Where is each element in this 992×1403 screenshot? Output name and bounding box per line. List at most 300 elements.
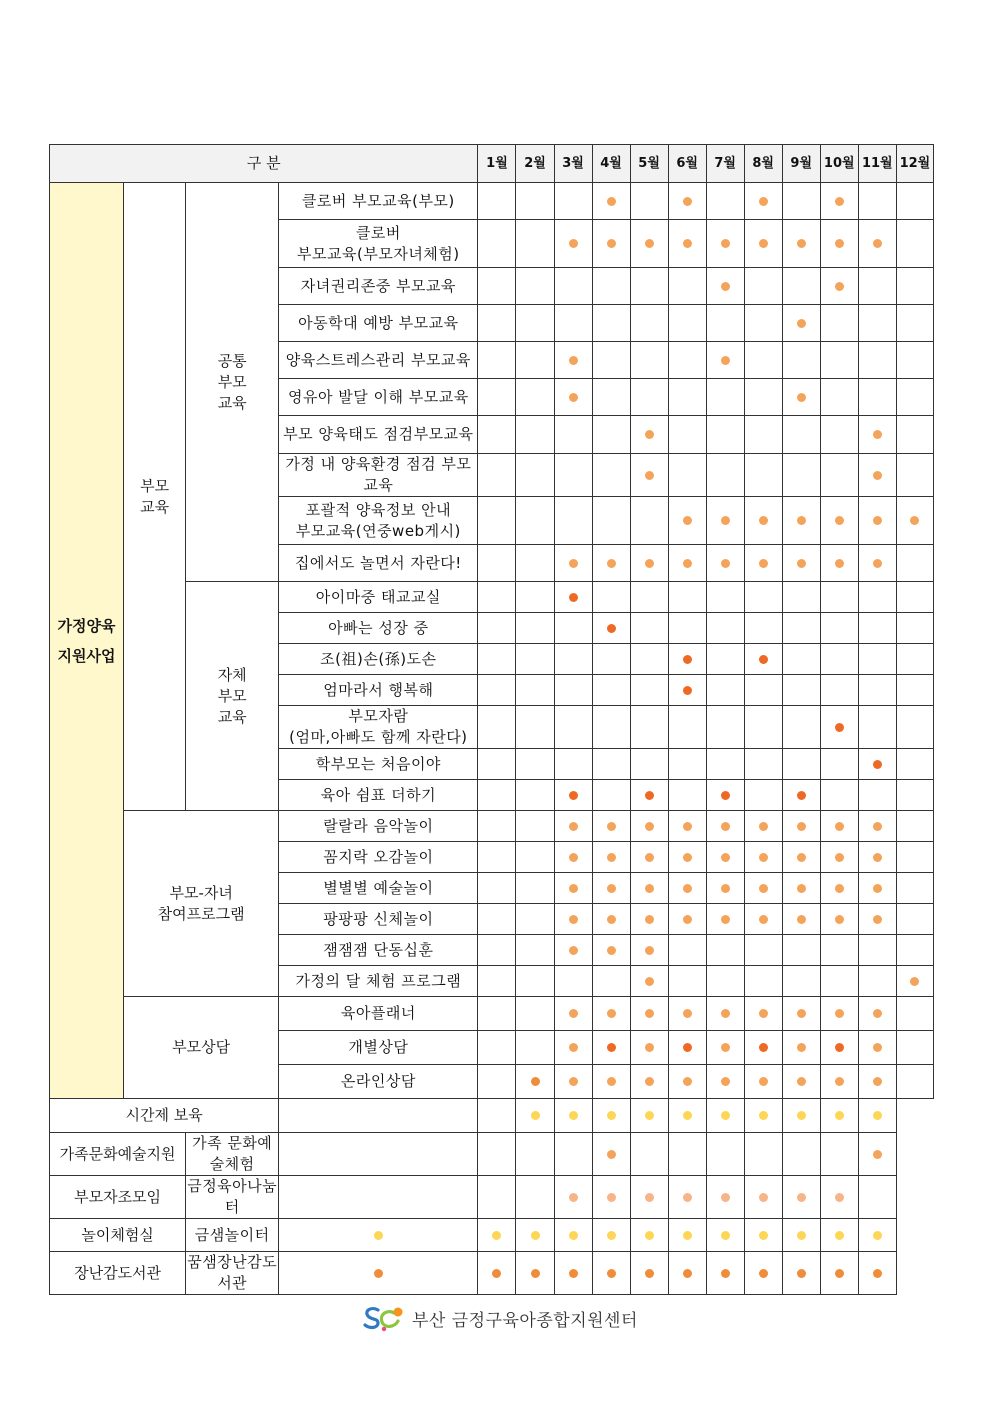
footer bbox=[362, 1303, 638, 1333]
schedule-dot-icon bbox=[645, 791, 654, 800]
month-cell-1 bbox=[478, 582, 516, 613]
schedule-dot-icon bbox=[873, 430, 882, 439]
schedule-dot-icon bbox=[645, 430, 654, 439]
month-cell-9 bbox=[782, 749, 820, 780]
month-cell-10 bbox=[820, 1065, 858, 1099]
program-name: 잼잼잼 단동십훈 bbox=[279, 935, 478, 966]
month-cell-2 bbox=[516, 582, 554, 613]
program-name: 엄마라서 행복해 bbox=[279, 675, 478, 706]
program-name: 별별별 예술놀이 bbox=[279, 873, 478, 904]
month-cell-9 bbox=[782, 780, 820, 811]
month-cell-4 bbox=[592, 545, 630, 582]
month-cell-12 bbox=[896, 613, 933, 644]
schedule-dot-icon bbox=[607, 1009, 616, 1018]
month-cell-10 bbox=[782, 1252, 820, 1295]
schedule-dot-icon bbox=[645, 1193, 654, 1202]
month-header-11: 11월 bbox=[858, 145, 896, 183]
month-cell-1 bbox=[478, 904, 516, 935]
program-name: 가정의 달 체험 프로그램 bbox=[279, 966, 478, 997]
month-cell-2 bbox=[516, 842, 554, 873]
month-cell-9 bbox=[782, 675, 820, 706]
schedule-dot-icon bbox=[645, 1077, 654, 1086]
month-cell-3 bbox=[554, 997, 592, 1031]
month-cell-5 bbox=[630, 1065, 668, 1099]
schedule-dot-icon bbox=[797, 853, 806, 862]
month-cell-5 bbox=[630, 842, 668, 873]
month-cell-7 bbox=[706, 416, 744, 454]
header-category: 구 분 bbox=[50, 145, 478, 183]
month-cell-3 bbox=[554, 706, 592, 749]
schedule-dot-icon bbox=[645, 239, 654, 248]
schedule-dot-icon bbox=[797, 1111, 806, 1120]
month-cell-10 bbox=[820, 706, 858, 749]
month-cell-8 bbox=[744, 966, 782, 997]
month-cell-8 bbox=[744, 675, 782, 706]
month-cell-2 bbox=[516, 904, 554, 935]
month-cell-3 bbox=[554, 416, 592, 454]
schedule-dot-icon bbox=[683, 1193, 692, 1202]
month-cell-2 bbox=[516, 749, 554, 780]
schedule-dot-icon bbox=[759, 1231, 768, 1240]
month-cell-4 bbox=[592, 305, 630, 342]
month-cell-3 bbox=[554, 545, 592, 582]
month-cell-5 bbox=[592, 1176, 630, 1219]
month-cell-5 bbox=[630, 268, 668, 305]
program-name: 자녀권리존중 부모교육 bbox=[279, 268, 478, 305]
schedule-dot-icon bbox=[492, 1269, 501, 1278]
month-cell-1 bbox=[478, 220, 516, 268]
month-cell-2 bbox=[516, 379, 554, 416]
schedule-dot-icon bbox=[683, 853, 692, 862]
month-cell-8 bbox=[706, 1176, 744, 1219]
schedule-dot-icon bbox=[645, 977, 654, 986]
schedule-dot-icon bbox=[873, 822, 882, 831]
schedule-dot-icon bbox=[797, 1269, 806, 1278]
month-cell-3 bbox=[554, 842, 592, 873]
month-cell-7 bbox=[668, 1133, 706, 1176]
schedule-dot-icon bbox=[797, 884, 806, 893]
schedule-dot-icon bbox=[645, 1231, 654, 1240]
month-cell-2 bbox=[516, 675, 554, 706]
month-cell-3 bbox=[554, 675, 592, 706]
month-cell-3 bbox=[554, 811, 592, 842]
month-cell-11 bbox=[858, 268, 896, 305]
schedule-dot-icon bbox=[797, 319, 806, 328]
month-cell-11 bbox=[858, 935, 896, 966]
program-name: 꼼지락 오감놀이 bbox=[279, 842, 478, 873]
group-parent-self-help: 부모자조모임 bbox=[50, 1176, 186, 1219]
month-cell-10 bbox=[820, 1031, 858, 1065]
month-cell-11 bbox=[858, 904, 896, 935]
month-cell-5 bbox=[630, 644, 668, 675]
schedule-dot-icon bbox=[873, 853, 882, 862]
month-cell-10 bbox=[820, 220, 858, 268]
month-cell-7 bbox=[706, 183, 744, 220]
month-cell-8 bbox=[744, 935, 782, 966]
schedule-dot-icon bbox=[683, 239, 692, 248]
group-home-parenting: 가정양육 지원사업 bbox=[50, 183, 124, 1099]
month-cell-10 bbox=[782, 1176, 820, 1219]
program-name: 집에서도 놀면서 자란다! bbox=[279, 545, 478, 582]
schedule-dot-icon bbox=[374, 1231, 383, 1240]
month-cell-5 bbox=[630, 997, 668, 1031]
schedule-dot-icon bbox=[835, 516, 844, 525]
month-cell-3 bbox=[554, 1065, 592, 1099]
month-cell-12 bbox=[896, 416, 933, 454]
schedule-dot-icon bbox=[797, 1231, 806, 1240]
program-name: 조(祖)손(孫)도손 bbox=[279, 644, 478, 675]
group-own-parent-education: 자체 부모 교육 bbox=[186, 582, 279, 811]
schedule-dot-icon bbox=[569, 853, 578, 862]
month-cell-9 bbox=[782, 497, 820, 545]
group-toy-library: 장난감도서관 bbox=[50, 1252, 186, 1295]
month-cell-5 bbox=[630, 811, 668, 842]
schedule-dot-icon bbox=[835, 1043, 844, 1052]
month-cell-11 bbox=[858, 675, 896, 706]
month-cell-11 bbox=[858, 220, 896, 268]
month-cell-2 bbox=[516, 873, 554, 904]
month-cell-9 bbox=[782, 997, 820, 1031]
month-cell-2 bbox=[478, 1219, 516, 1252]
schedule-dot-icon bbox=[569, 1269, 578, 1278]
month-cell-12 bbox=[896, 997, 933, 1031]
schedule-dot-icon bbox=[569, 915, 578, 924]
month-cell-11 bbox=[858, 1031, 896, 1065]
program-name: 양육스트레스관리 부모교육 bbox=[279, 342, 478, 379]
schedule-dot-icon bbox=[797, 1077, 806, 1086]
schedule-dot-icon bbox=[683, 1077, 692, 1086]
month-cell-3 bbox=[554, 749, 592, 780]
schedule-dot-icon bbox=[759, 1077, 768, 1086]
schedule-dot-icon bbox=[607, 1269, 616, 1278]
month-cell-9 bbox=[782, 935, 820, 966]
month-cell-1 bbox=[478, 342, 516, 379]
month-cell-8 bbox=[744, 873, 782, 904]
month-cell-7 bbox=[668, 1252, 706, 1295]
month-cell-6 bbox=[668, 613, 706, 644]
month-cell-9 bbox=[782, 613, 820, 644]
month-cell-8 bbox=[744, 268, 782, 305]
schedule-dot-icon bbox=[759, 1043, 768, 1052]
month-cell-8 bbox=[744, 183, 782, 220]
month-cell-10 bbox=[820, 416, 858, 454]
month-cell-9 bbox=[744, 1219, 782, 1252]
schedule-dot-icon bbox=[569, 1009, 578, 1018]
schedule-dot-icon bbox=[569, 946, 578, 955]
schedule-dot-icon bbox=[569, 1077, 578, 1086]
month-cell-12 bbox=[896, 497, 933, 545]
month-cell-3 bbox=[554, 644, 592, 675]
program-name: 학부모는 처음이야 bbox=[279, 749, 478, 780]
month-cell-5 bbox=[630, 675, 668, 706]
schedule-dot-icon bbox=[683, 559, 692, 568]
schedule-dot-icon bbox=[759, 1193, 768, 1202]
schedule-dot-icon bbox=[683, 915, 692, 924]
month-cell-11 bbox=[858, 613, 896, 644]
month-cell-7 bbox=[706, 749, 744, 780]
month-cell-4 bbox=[592, 582, 630, 613]
schedule-dot-icon bbox=[835, 1111, 844, 1120]
month-header-3: 3월 bbox=[554, 145, 592, 183]
month-cell-5 bbox=[630, 545, 668, 582]
month-cell-2 bbox=[478, 1252, 516, 1295]
month-cell-10 bbox=[820, 811, 858, 842]
month-cell-8 bbox=[706, 1219, 744, 1252]
month-cell-1 bbox=[478, 749, 516, 780]
month-cell-10 bbox=[820, 613, 858, 644]
group-hourly-childcare: 시간제 보육 bbox=[50, 1099, 279, 1133]
month-cell-1 bbox=[478, 497, 516, 545]
schedule-dot-icon bbox=[607, 946, 616, 955]
schedule-dot-icon bbox=[645, 1009, 654, 1018]
month-cell-9 bbox=[782, 873, 820, 904]
month-cell-10 bbox=[820, 183, 858, 220]
month-cell-5 bbox=[592, 1219, 630, 1252]
schedule-dot-icon bbox=[374, 1269, 383, 1278]
month-cell-7 bbox=[706, 966, 744, 997]
month-cell-1 bbox=[478, 644, 516, 675]
schedule-dot-icon bbox=[645, 884, 654, 893]
schedule-dot-icon bbox=[607, 1231, 616, 1240]
schedule-dot-icon bbox=[721, 1269, 730, 1278]
month-cell-1 bbox=[478, 545, 516, 582]
month-cell-4 bbox=[592, 842, 630, 873]
month-cell-6 bbox=[668, 706, 706, 749]
month-cell-8 bbox=[744, 305, 782, 342]
month-cell-10 bbox=[820, 997, 858, 1031]
schedule-dot-icon bbox=[492, 1231, 501, 1240]
month-cell-8 bbox=[744, 220, 782, 268]
month-header-4: 4월 bbox=[592, 145, 630, 183]
month-cell-9 bbox=[782, 706, 820, 749]
month-cell-5 bbox=[630, 873, 668, 904]
month-cell-1 bbox=[478, 706, 516, 749]
month-cell-3 bbox=[554, 305, 592, 342]
month-cell-10 bbox=[820, 342, 858, 379]
month-cell-5 bbox=[630, 966, 668, 997]
month-cell-7 bbox=[706, 644, 744, 675]
month-cell-8 bbox=[706, 1099, 744, 1133]
month-cell-12 bbox=[896, 545, 933, 582]
month-cell-4 bbox=[592, 873, 630, 904]
month-cell-7 bbox=[706, 997, 744, 1031]
program-name: 금정육아나눔터 bbox=[186, 1176, 279, 1219]
month-cell-6 bbox=[668, 416, 706, 454]
month-cell-4 bbox=[592, 220, 630, 268]
month-cell-5 bbox=[630, 935, 668, 966]
month-cell-4 bbox=[592, 613, 630, 644]
schedule-dot-icon bbox=[569, 239, 578, 248]
schedule-dot-icon bbox=[759, 516, 768, 525]
month-cell-8 bbox=[706, 1252, 744, 1295]
month-cell-1 bbox=[279, 1252, 478, 1295]
month-cell-9 bbox=[782, 811, 820, 842]
schedule-dot-icon bbox=[683, 1111, 692, 1120]
schedule-dot-icon bbox=[797, 393, 806, 402]
schedule-dot-icon bbox=[607, 559, 616, 568]
month-cell-6 bbox=[630, 1133, 668, 1176]
program-name: 영유아 발달 이해 부모교육 bbox=[279, 379, 478, 416]
month-cell-12 bbox=[896, 1065, 933, 1099]
month-cell-10 bbox=[820, 268, 858, 305]
month-cell-11 bbox=[858, 997, 896, 1031]
program-row bbox=[50, 1219, 934, 1252]
month-cell-2 bbox=[516, 613, 554, 644]
schedule-dot-icon bbox=[873, 1077, 882, 1086]
month-cell-1 bbox=[478, 811, 516, 842]
program-name: 꿈샘장난감도서관 bbox=[186, 1252, 279, 1295]
month-cell-6 bbox=[668, 904, 706, 935]
month-cell-12 bbox=[896, 749, 933, 780]
month-cell-11 bbox=[858, 644, 896, 675]
month-cell-9 bbox=[782, 1031, 820, 1065]
month-cell-6 bbox=[668, 183, 706, 220]
schedule-dot-icon bbox=[759, 915, 768, 924]
schedule-dot-icon bbox=[607, 624, 616, 633]
month-cell-9 bbox=[782, 545, 820, 582]
month-cell-4 bbox=[592, 780, 630, 811]
month-cell-3 bbox=[554, 342, 592, 379]
month-cell-3 bbox=[554, 220, 592, 268]
month-cell-9 bbox=[782, 904, 820, 935]
schedule-dot-icon bbox=[683, 1231, 692, 1240]
schedule-dot-icon bbox=[835, 1077, 844, 1086]
month-cell-4 bbox=[592, 811, 630, 842]
month-cell-11 bbox=[858, 1065, 896, 1099]
month-cell-4 bbox=[592, 675, 630, 706]
month-cell-9 bbox=[782, 842, 820, 873]
program-name: 가족 문화예술체험 bbox=[186, 1133, 279, 1176]
month-cell-5 bbox=[630, 416, 668, 454]
month-cell-12 bbox=[858, 1099, 896, 1133]
month-cell-6 bbox=[668, 675, 706, 706]
program-name: 부모자람 (엄마,아빠도 함께 자란다) bbox=[279, 706, 478, 749]
month-cell-1 bbox=[478, 454, 516, 497]
month-cell-7 bbox=[706, 379, 744, 416]
month-cell-4 bbox=[554, 1176, 592, 1219]
month-cell-5 bbox=[630, 582, 668, 613]
month-cell-2 bbox=[516, 497, 554, 545]
month-cell-1 bbox=[478, 1065, 516, 1099]
month-cell-10 bbox=[820, 842, 858, 873]
month-cell-8 bbox=[744, 454, 782, 497]
month-cell-1 bbox=[279, 1099, 478, 1133]
schedule-dot-icon bbox=[873, 1009, 882, 1018]
schedule-dot-icon bbox=[607, 1193, 616, 1202]
month-cell-2 bbox=[516, 811, 554, 842]
month-cell-11 bbox=[858, 342, 896, 379]
month-header-12: 12월 bbox=[896, 145, 933, 183]
month-cell-10 bbox=[820, 454, 858, 497]
schedule-dot-icon bbox=[721, 282, 730, 291]
month-cell-4 bbox=[554, 1099, 592, 1133]
month-cell-10 bbox=[820, 904, 858, 935]
month-header-10: 10월 bbox=[820, 145, 858, 183]
program-name: 가정 내 양육환경 점검 부모교육 bbox=[279, 454, 478, 497]
schedule-dot-icon bbox=[607, 1150, 616, 1159]
month-cell-9 bbox=[782, 305, 820, 342]
month-cell-3 bbox=[554, 873, 592, 904]
month-cell-6 bbox=[668, 268, 706, 305]
schedule-dot-icon bbox=[569, 393, 578, 402]
month-cell-7 bbox=[668, 1219, 706, 1252]
program-name: 랄랄라 음악놀이 bbox=[279, 811, 478, 842]
month-cell-3 bbox=[554, 780, 592, 811]
month-header-7: 7월 bbox=[706, 145, 744, 183]
month-cell-9 bbox=[782, 416, 820, 454]
month-cell-6 bbox=[668, 644, 706, 675]
month-cell-9 bbox=[782, 454, 820, 497]
month-cell-12 bbox=[858, 1176, 896, 1219]
group-parent-counseling: 부모상담 bbox=[124, 997, 279, 1099]
month-cell-10 bbox=[820, 379, 858, 416]
schedule-dot-icon bbox=[835, 1009, 844, 1018]
schedule-dot-icon bbox=[759, 1269, 768, 1278]
month-cell-4 bbox=[592, 416, 630, 454]
schedule-dot-icon bbox=[910, 977, 919, 986]
schedule-dot-icon bbox=[797, 1009, 806, 1018]
month-cell-8 bbox=[744, 342, 782, 379]
schedule-dot-icon bbox=[759, 239, 768, 248]
schedule-dot-icon bbox=[873, 915, 882, 924]
schedule-dot-icon bbox=[797, 1043, 806, 1052]
month-cell-2 bbox=[516, 706, 554, 749]
schedule-dot-icon bbox=[569, 1193, 578, 1202]
program-name: 아동학대 예방 부모교육 bbox=[279, 305, 478, 342]
month-cell-8 bbox=[744, 379, 782, 416]
schedule-dot-icon bbox=[645, 1043, 654, 1052]
month-cell-8 bbox=[744, 497, 782, 545]
month-cell-9 bbox=[744, 1133, 782, 1176]
schedule-dot-icon bbox=[835, 853, 844, 862]
month-cell-1 bbox=[478, 379, 516, 416]
schedule-dot-icon bbox=[721, 1077, 730, 1086]
month-cell-4 bbox=[554, 1252, 592, 1295]
month-cell-8 bbox=[744, 644, 782, 675]
month-cell-12 bbox=[896, 342, 933, 379]
schedule-dot-icon bbox=[721, 1193, 730, 1202]
month-cell-3 bbox=[554, 1031, 592, 1065]
schedule-dot-icon bbox=[645, 1269, 654, 1278]
schedule-dot-icon bbox=[721, 822, 730, 831]
month-cell-3 bbox=[554, 966, 592, 997]
program-row bbox=[50, 1133, 934, 1176]
schedule-dot-icon bbox=[645, 1111, 654, 1120]
month-cell-1 bbox=[478, 675, 516, 706]
month-cell-6 bbox=[668, 379, 706, 416]
group-common-parent-education: 공통 부모 교육 bbox=[186, 183, 279, 582]
month-cell-8 bbox=[744, 811, 782, 842]
month-cell-11 bbox=[858, 545, 896, 582]
month-cell-4 bbox=[592, 935, 630, 966]
month-cell-1 bbox=[478, 416, 516, 454]
month-cell-3 bbox=[516, 1176, 554, 1219]
schedule-dot-icon bbox=[569, 559, 578, 568]
schedule-dot-icon bbox=[873, 760, 882, 769]
month-cell-6 bbox=[668, 997, 706, 1031]
month-cell-7 bbox=[706, 220, 744, 268]
month-cell-2 bbox=[516, 644, 554, 675]
month-cell-1 bbox=[279, 1176, 478, 1219]
program-name: 아이마중 태교교실 bbox=[279, 582, 478, 613]
program-row bbox=[50, 1176, 934, 1219]
month-cell-6 bbox=[668, 1031, 706, 1065]
month-cell-2 bbox=[516, 545, 554, 582]
program-row bbox=[50, 1099, 934, 1133]
month-cell-9 bbox=[744, 1252, 782, 1295]
schedule-dot-icon bbox=[873, 516, 882, 525]
month-cell-2 bbox=[478, 1176, 516, 1219]
